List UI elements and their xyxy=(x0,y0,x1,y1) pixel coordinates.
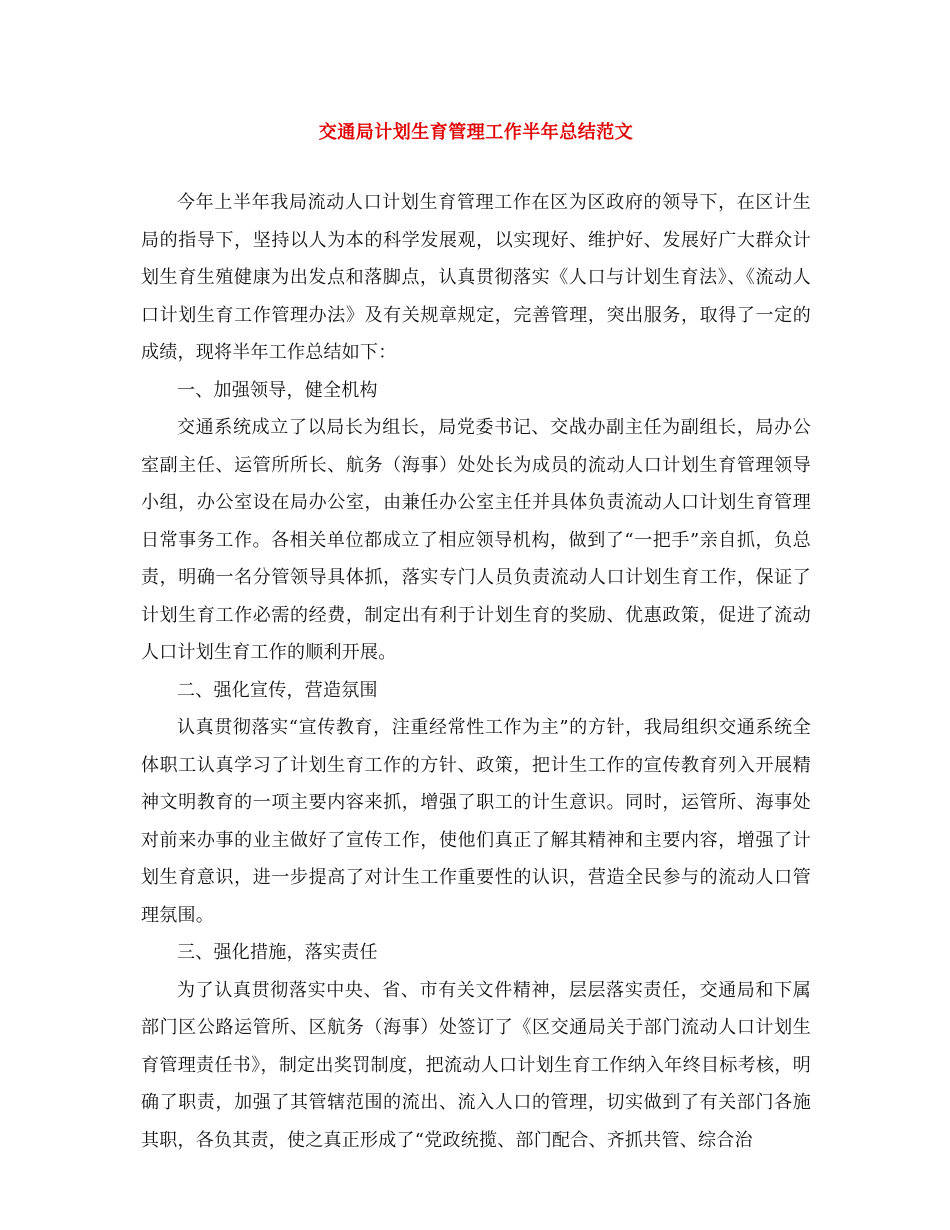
document-page xyxy=(141,118,811,1159)
section-body-1: 交通系统成立了以局长为组长，局党委书记、交战办副主任为副组长，局办公室副主任、运管所所长、航务（海事）处处长为成员的流动人口计划生育管理领导小组，办公室设在局办公室，由兼任办公室主任并具体负责流动人口计划生育管理日常事务工作。各相关单位都成立了相应领导机构，做到了“一把手”亲自抓，负总责，明确一名分管领导具体抓，落实专门人员负责流动人口计划生育工作，保证了计划生育工作必需的经费，制定出有利于计划生育的奖励、优惠政策，促进了流动人口计划生育工作的顺利开展。 xyxy=(141,417,811,663)
section-heading-2: 二、强化宣传，营造氛围 xyxy=(177,679,378,701)
intro-paragraph: 今年上半年我局流动人口计划生育管理工作在区为区政府的领导下，在区计生局的指导下，坚持以人为本的科学发展观，以实现好、维护好、发展好广大群众计划生育生殖健康为出发点和落脚点，认真贯彻落实《人口与计划生育法》、《流动人口计划生育工作管理办法》及有关规章规定，完善管理，突出服务，取得了一定的成绩，现将半年工作总结如下： xyxy=(141,192,811,363)
section-body-3: 为了认真贯彻落实中央、省、市有关文件精神，层层落实责任，交通局和下属部门区公路运管所、区航务（海事）处签订了《区交通局关于部门流动人口计划生育管理责任书》，制定出奖罚制度，把流动人口计划生育工作纳入年终目标考核，明确了职责，加强了其管辖范围的流出、流入人口的管理，切实做到了有关部门各施其职，各负其责，使之真正形成了“党政统揽、部门配合、齐抓共管、综合治 xyxy=(141,979,811,1151)
section-heading-3: 三、强化措施，落实责任 xyxy=(177,942,378,963)
section-heading-1: 一、加强领导，健全机构 xyxy=(177,379,378,401)
document-title: 交通局计划生育管理工作半年总结范文 xyxy=(318,122,634,143)
section-body-2: 认真贯彻落实“宣传教育，注重经常性工作为主”的方针，我局组织交通系统全体职工认真学习了计划生育工作的方针、政策，把计生工作的宣传教育列入开展精神文明教育的一项主要内容来抓，增强了职工的计生意识。同时，运管所、海事处对前来办事的业主做好了宣传工作，使他们真正了解其精神和主要内容，增强了计划生育意识，进一步提高了对计生工作重要性的认识，营造全民参与的流动人口管理氛围。 xyxy=(141,717,811,926)
